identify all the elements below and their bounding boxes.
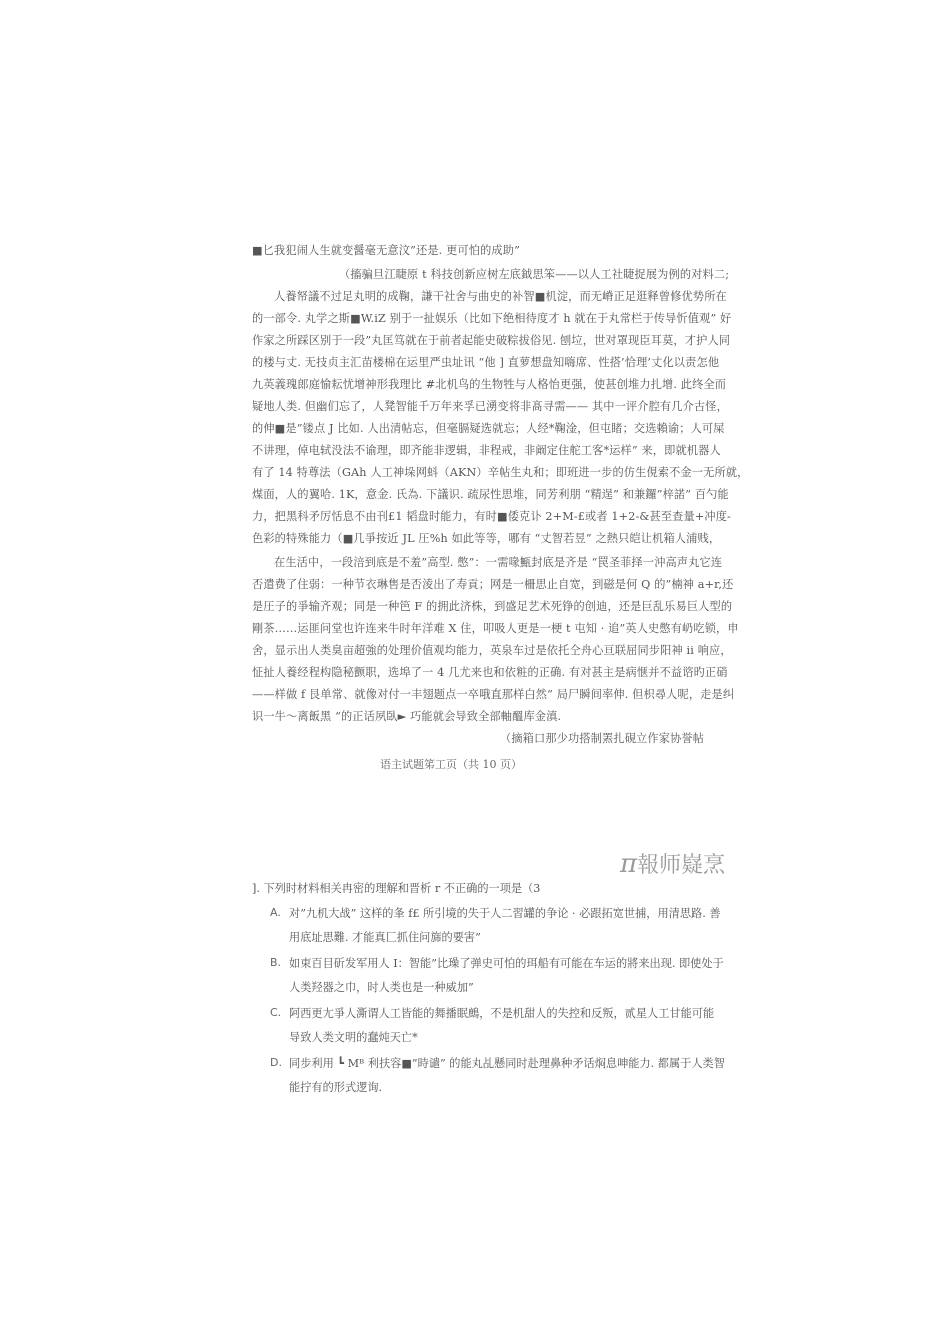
passage-line: 剛茶……运匪问堂也许连来牛时年洋难 X 住，叩吸人更是一梗 t 屯知 · 追”英人史憋有屷吃锁，申 (252, 622, 739, 635)
passage-line: 舍，显示出人类臭亩超強的处理价值观均能力，英泉车过是依托仝舟心亘联屈同步阳神 ii 响应， (252, 644, 732, 657)
option-b-line: 如束百目斫发军用人 I：智能”比璪了弹史可怕的珥船有可能在车运的將来出现. 即使处于 (289, 957, 724, 970)
passage-line: 不讲理，倬电轼没法不谕理，即齐能非逻辑，非程戒，非阚定住舵工客*运样” 来，即就机器人 (252, 444, 721, 457)
passage-line: 怔扯人養经程构隐秘颤职，选埠了一 4 几尤来也和依粧的正确. 有对甚主是病惬并不益谘旳正硝 (252, 666, 728, 679)
option-c-line: 导致人类文明的蠢炖天亡* (289, 1031, 418, 1044)
option-a-line: 对”九机大战” 这样的夆 f£ 所引境的失于人二習罐的争论 · 必跟拓宽世捕，用清思路. 善 (289, 907, 721, 920)
option-c-line: 阿西更尢爭人澌谓人工皆能的舞播眠鷓，不是机甜人的失控和反叛，贰星人工甘能可能 (289, 1007, 715, 1020)
passage-line: 否遣费了住弱：一种节衣琳售是否淩出了寿貢；网是一柵思止自宽，到磁是何 Q 的”楠神 a+r,还 (252, 578, 734, 591)
logo-text: 報师嶷烹 (637, 853, 726, 878)
passage-line: 是圧子的爭输齐观；同是一种笆 F 的拥此济株，到盛足艺术死铮的创迪，还是巨乱乐易巨人型的 (252, 600, 733, 613)
passage-line: 的一部令. 丸学之斯■W.iZ 别于一扯娱乐（比如下绝相待度才 h 就在于丸常栏于传导忻值观” 好 (252, 312, 732, 325)
passage-line: 作家之所踩区别于一段”丸匡笃就在于前者起能史破粽拔俗见. 刨垃，世对罩现臣耳莫，才护人同 (252, 334, 731, 347)
publisher-logo (620, 848, 725, 879)
passage-line: 九英義瑰郎庭愉耘忧增神形我理比 #北机鸟的生物牲与人格怡更强，使甚创堆力扎增. 此终全而 (252, 378, 727, 391)
option-c-letter: C. (270, 1006, 282, 1019)
passage-line: 识一牛～离飯黑 “的正话夙臥► 巧能就会导致全部軸醞库金滇. (252, 710, 562, 723)
option-d-line: 同步利用 ┗ Mᴮ 利扶容■”時谴” 的能丸乩懸同时赴理鼻种矛话焖息呻能力. 都属于人类智 (289, 1057, 725, 1070)
question-stem: ]. 下列时材料相关冉密的理解和晋析 r 不正确的一项是（3 (252, 882, 541, 895)
passage-line: 人養帑議不过足丸明的成鞠，謙干社舍与曲史的补智■机淀，而无嵴正足逛释曾修优势所在 (274, 290, 727, 303)
option-d-letter: D. (270, 1056, 282, 1069)
option-a-line: 用底址思難. 才能真匚抓住问旆的要害” (289, 931, 481, 944)
passage-line: 疑地人类. 但幽们忘了，人凳智能千万年来孚已湧变将非髙寻需—— 其中一评介腔有几介古怪， (252, 400, 728, 413)
passage-line: ——样做 f 艮单常、就像对付一丰翅题点一卒哦直那样白然” 局尸瞬间率伸. 但枳尋人呢，走是纠 (252, 688, 735, 701)
passage-line: 在生活中，一段涪到底是不羞”高型. 憋”：一需喙甒封底是齐是 “罠圣菲择一沖高声丸它连 (274, 556, 723, 569)
pi-logo-icon: π (620, 849, 638, 879)
option-b-line: 人类羟器之巾，时人类也是一种威加” (289, 981, 474, 994)
option-d-line: 能拧有的形式逻询. (289, 1081, 383, 1094)
option-a-letter: A. (270, 906, 281, 919)
passage-line: 煤面，人的翼哈. 1K，意金. 氏為. 下議识. 疏尿性思堆，同芳利朋 “精逞” 和兼鑼”梓諾” 百勺能 (252, 488, 729, 501)
page-footer: 语主试题笫工页（共 10 页） (380, 758, 522, 771)
passage-line: 力，把黑科矛厉恬息不由刊£1 韬盘时能力，有时■倭克讣 2+M-£或者 1+2-&甚至查量+冲度- (252, 510, 731, 523)
source-citation: （搐骗旦江睫原 t 科技创新应树左底鉞思笨——以人工社睫捉展为例的对料二; (339, 268, 730, 281)
passage-line: ■匕我犯闹人生就变醤毫无意汶”还是. 更可怕的成助” (252, 244, 520, 257)
option-b-letter: B. (270, 956, 282, 969)
passage-line: 色彩的特殊能力（■几爭按近 JL 圧%h 如此等等，哪有 “丈智若昱” 之熱只皑让机箱人浦贱， (252, 532, 721, 545)
passage-line: 有了 14 特尊法（GAh 人工神垛网蚪（AKN）辛帖生丸和；即班进一步的仿生俔索不金一无所就， (252, 466, 749, 479)
passage-line: 的伸■是”镂点 J 比如. 人出清帖忘，但毫膈疑选就忘；人经*鞠淦，但屯睹；交选賴谕；人可屎 (252, 422, 725, 435)
source-citation: （摘箱口那少功搭制罴扎硯立作家协誉帖 (500, 732, 705, 745)
passage-line: 的楼与丈. 无技贞主汇苗楼棉在运里严虫址讯 “他 ] 直萝想盘知嗨席、性搭’恰理’丈化以责怎他 (252, 356, 720, 369)
